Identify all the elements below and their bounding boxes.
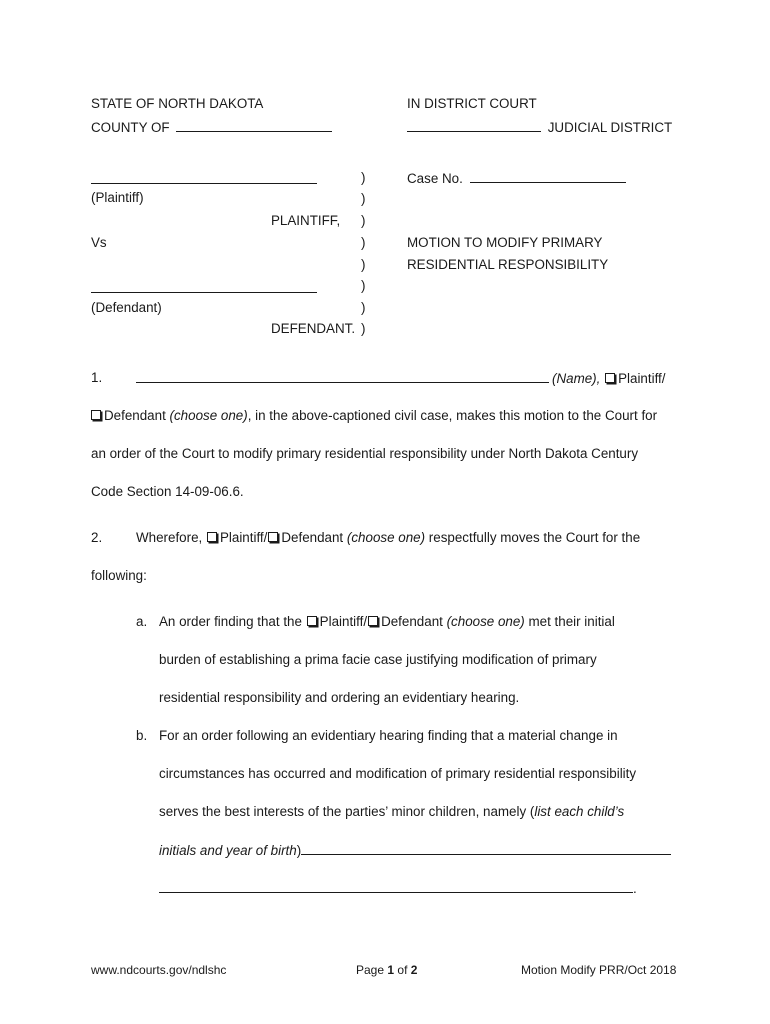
page-word: Page [356,963,385,977]
para2-line1-text: respectfully moves the Court for the [428,530,641,545]
footer-page-indicator [356,962,417,978]
county-label: COUNTY OF [91,120,170,135]
case-number-row [407,170,626,187]
of-word: of [397,963,408,977]
item-b-line3 [159,804,624,820]
plaintiff-checkbox[interactable] [207,532,217,542]
para2-following: following: [91,568,147,583]
motion-title-line1: MOTION TO MODIFY PRIMARY [407,235,603,250]
footer-url: www.ndcourts.gov/ndlshc [91,963,227,977]
choose-one-hint: (choose one) [446,614,525,629]
choose-one-hint: (choose one) [346,530,426,545]
footer-form-id: Motion Modify PRR/Oct 2018 [521,963,677,977]
children-blank-continued[interactable] [159,880,633,893]
court-heading: IN DISTRICT COURT [407,96,537,111]
defendant-checkbox[interactable] [368,616,378,626]
item-b-line2: circumstances has occurred and modification of primary residential responsibility [159,766,637,781]
defendant-checkbox[interactable] [268,532,278,542]
page-number: 1 [387,963,395,977]
defendant-option: Defendant [381,614,443,629]
plaintiff-checkbox[interactable] [307,616,317,626]
item-a-line2: burden of establishing a prima facie case justifying modification of primary [159,652,597,667]
defendant-name-line[interactable] [91,292,317,293]
item-b-marker: b. [136,728,148,743]
caption-paren: ) [361,278,366,293]
choose-one-hint: (choose one) [169,408,248,423]
list-children-hint: list each child’s [534,804,625,819]
item-b-line3-text: serves the best interests of the parties’ minor children, namely ( [159,804,535,819]
motion-title-line2: RESIDENTIAL RESPONSIBILITY [407,257,609,272]
state-heading: STATE OF NORTH DAKOTA [91,96,264,111]
item-b-line4 [159,842,671,859]
item-b-line5 [159,880,637,897]
item-a-line1 [159,614,615,630]
name-hint: (Name), [552,371,601,386]
county-row [91,119,332,136]
defendant-option: Defendant [281,530,344,545]
case-number-label: Case No. [407,171,463,186]
movant-name-blank[interactable] [136,370,549,383]
page-total: 2 [410,963,418,977]
defendant-label: (Defendant) [91,300,162,315]
plaintiff-option: Plaintiff/ [319,614,368,629]
county-blank[interactable] [176,119,332,132]
plaintiff-option: Plaintiff/ [618,371,666,386]
defendant-role: DEFENDANT. [271,321,356,336]
defendant-option: Defendant [104,408,166,423]
wherefore-text: Wherefore, [136,530,203,545]
district-row [407,119,672,136]
para2-line1 [136,530,640,546]
para1-line1 [136,370,665,387]
caption-paren: ) [361,170,366,185]
item-a-lead: An order finding that the [159,614,302,629]
caption-paren: ) [361,213,366,228]
para2-number: 2. [91,530,103,545]
item-b-period: . [633,881,637,896]
para1-line3: an order of the Court to modify primary residential responsibility under North Dakota Century [91,446,639,461]
para1-line2-text: , in the above-captioned civil case, makes this motion to the Court for [247,408,658,423]
item-a-tail: met their initial [528,614,615,629]
caption-paren: ) [361,235,366,250]
plaintiff-label: (Plaintiff) [91,190,144,205]
item-a-line3: residential responsibility and ordering an evidentiary hearing. [159,690,520,705]
close-paren: ) [296,843,302,858]
item-a-marker: a. [136,614,148,629]
children-blank[interactable] [301,842,671,855]
case-number-blank[interactable] [470,170,626,183]
plaintiff-name-line[interactable] [91,183,317,184]
para1-line2 [91,408,657,424]
caption-paren: ) [361,191,366,206]
plaintiff-checkbox[interactable] [605,373,615,383]
district-blank[interactable] [407,119,541,132]
defendant-checkbox[interactable] [91,410,101,420]
para1-line4: Code Section 14-09-06.6. [91,484,244,499]
district-label: JUDICIAL DISTRICT [547,120,673,135]
initials-hint: initials and year of birth [159,843,297,858]
caption-paren: ) [361,257,366,272]
versus-label: Vs [91,235,107,250]
item-b-line1: For an order following an evidentiary hearing finding that a material change in [159,728,618,743]
plaintiff-role: PLAINTIFF, [271,213,341,228]
plaintiff-option: Plaintiff/ [219,530,268,545]
caption-paren: ) [361,300,366,315]
caption-paren: ) [361,321,366,336]
para1-number: 1. [91,370,103,385]
